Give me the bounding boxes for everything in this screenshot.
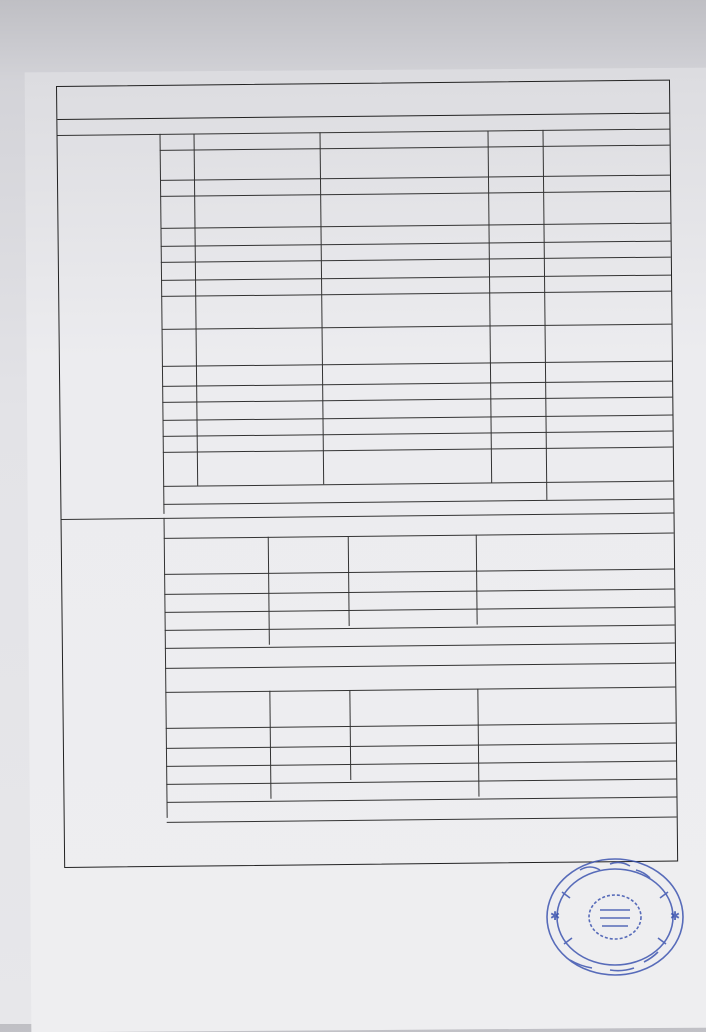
rule-h xyxy=(166,779,676,785)
rule-h xyxy=(161,241,671,247)
rule-v xyxy=(348,536,350,626)
rule-v xyxy=(349,690,351,780)
rule-h xyxy=(165,625,675,631)
rule-h xyxy=(163,447,673,453)
rule-v xyxy=(194,134,199,486)
form-header xyxy=(57,81,669,120)
rule-h xyxy=(165,643,675,649)
rule-v xyxy=(542,130,547,482)
rule-h xyxy=(163,499,673,505)
rule-h xyxy=(163,415,673,421)
rule-v xyxy=(487,130,492,482)
official-stamp xyxy=(540,852,690,982)
rule-v xyxy=(268,537,270,645)
rule-h xyxy=(165,663,675,669)
rule-h xyxy=(166,761,676,767)
rule-v xyxy=(269,691,271,799)
rule-h xyxy=(161,275,671,281)
rule-h xyxy=(163,481,673,487)
rule-h xyxy=(162,361,672,367)
rule-v xyxy=(546,482,547,500)
rule-h xyxy=(62,513,674,520)
rule-h xyxy=(162,397,672,403)
rule-v xyxy=(160,134,165,514)
rule-h xyxy=(162,381,672,387)
svg-text:✱: ✱ xyxy=(550,909,561,923)
rule-h xyxy=(164,569,674,575)
form-frame xyxy=(56,80,678,868)
rule-h xyxy=(163,431,673,437)
rule-h xyxy=(160,191,670,197)
rule-h xyxy=(166,743,676,749)
rule-h xyxy=(160,145,670,151)
rule-h xyxy=(162,324,672,330)
rule-h xyxy=(164,589,674,595)
rule-h xyxy=(164,533,674,539)
rule-v xyxy=(477,689,479,797)
rule-v xyxy=(319,132,324,484)
rule-h xyxy=(161,257,671,263)
rule-v xyxy=(476,535,478,625)
rule-h xyxy=(161,291,671,297)
rule-h xyxy=(167,817,677,823)
rule-h xyxy=(167,797,677,803)
rule-h xyxy=(165,687,675,693)
rule-h xyxy=(165,607,675,613)
rule-h xyxy=(160,223,670,229)
svg-text:✱: ✱ xyxy=(670,909,681,923)
rule-h xyxy=(166,723,676,729)
rule-h xyxy=(58,129,670,136)
rule-h xyxy=(160,175,670,181)
